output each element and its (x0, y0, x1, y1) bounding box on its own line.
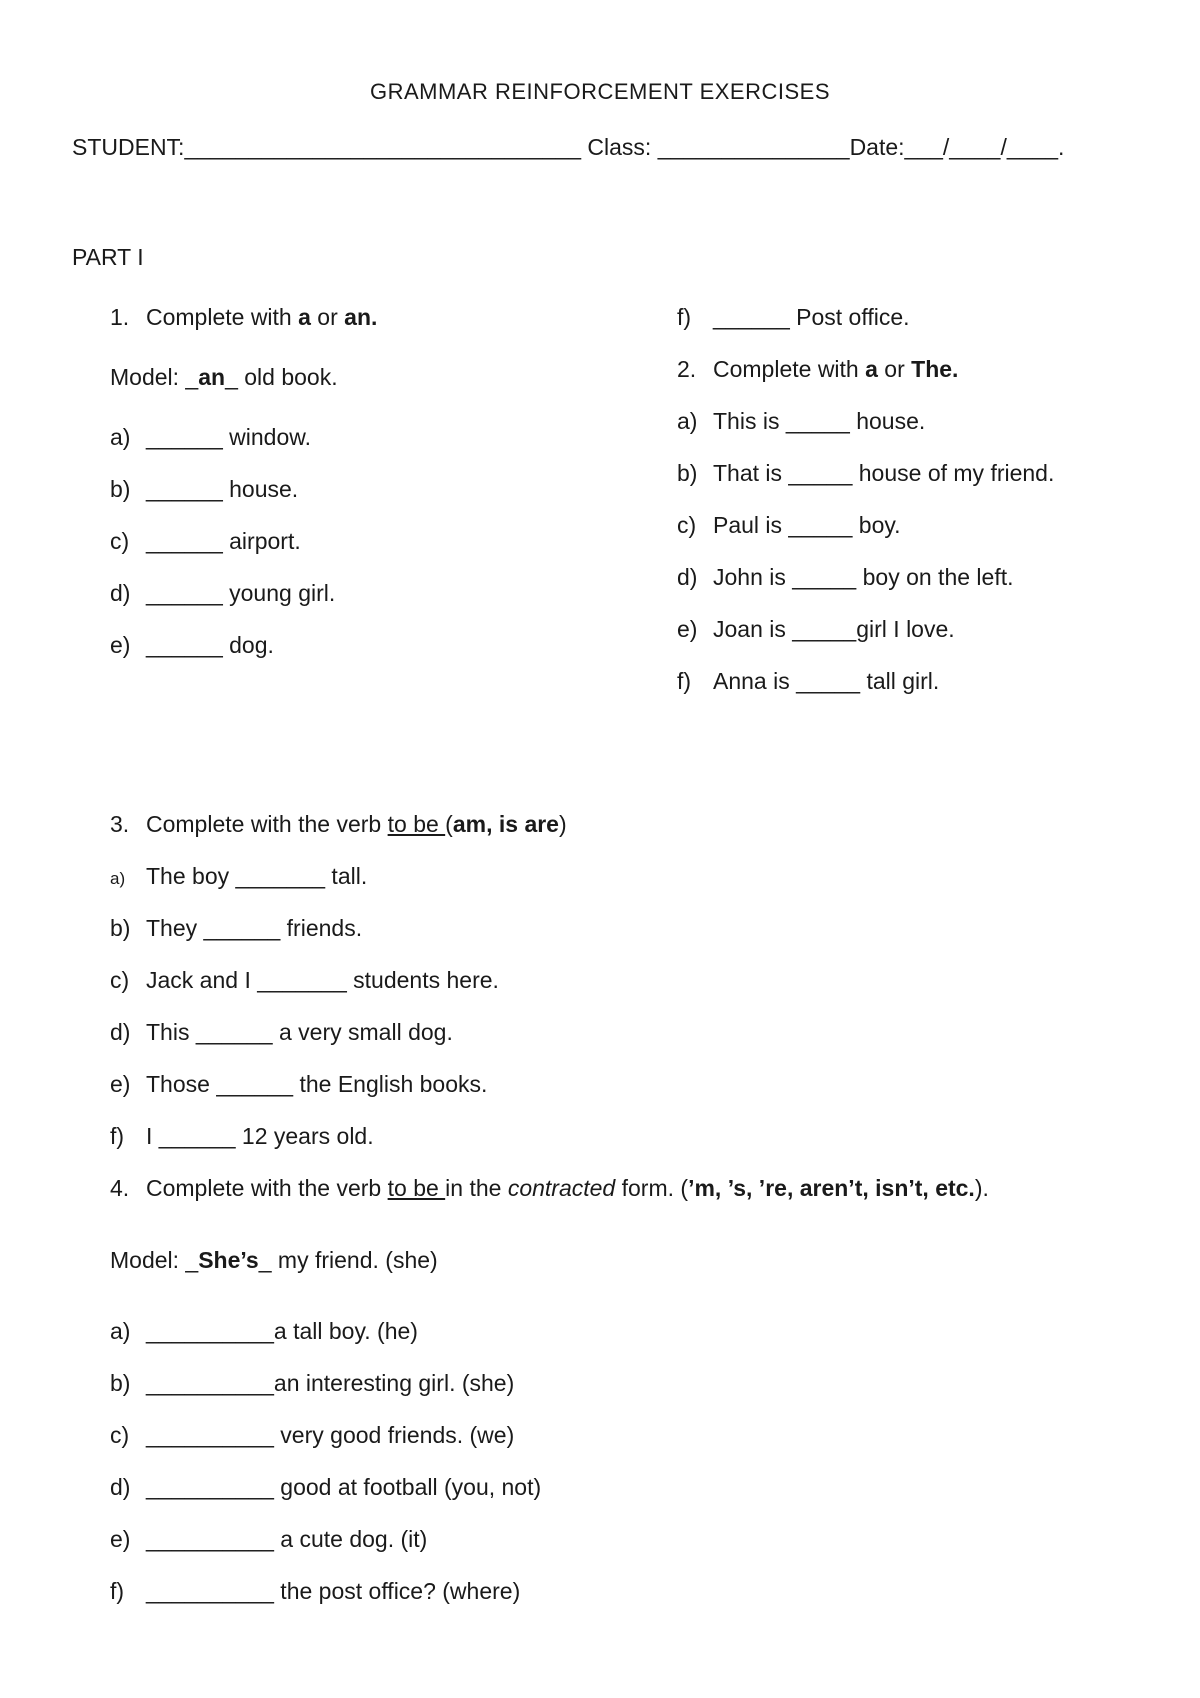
item-text[interactable]: ______ airport. (146, 528, 301, 554)
item-text[interactable]: __________an interesting girl. (she) (146, 1370, 515, 1396)
item-label: d) (110, 1474, 131, 1500)
item-label: e) (110, 1071, 131, 1097)
ex2-instr-or: or (877, 356, 912, 382)
item-label: b) (110, 915, 131, 941)
item-label: c) (110, 967, 130, 993)
item-text[interactable]: ______ house. (146, 476, 299, 502)
student-label: STUDENT: (72, 134, 185, 160)
ex1-item-a (110, 423, 311, 451)
ex4-model (110, 1246, 438, 1274)
item-text[interactable]: ______ dog. (146, 632, 274, 658)
ex4-instr-mid: in the (445, 1175, 508, 1201)
item-label: d) (110, 1019, 131, 1045)
student-blank[interactable]: _______________________________ (184, 134, 581, 160)
header-line (72, 133, 1064, 161)
ex3-item-f (110, 1122, 374, 1150)
ex1-item-b (110, 475, 298, 503)
ex4-item-c (110, 1421, 514, 1449)
item-text[interactable]: Joan is _____girl I love. (713, 616, 955, 642)
item-label: f) (677, 668, 692, 694)
item-text[interactable]: That is _____ house of my friend. (713, 460, 1055, 486)
ex1-model-prefix: Model: _ (110, 364, 199, 390)
item-label: f) (110, 1578, 125, 1604)
ex3-instr-underlined: to be (387, 811, 446, 837)
ex2-item-f (677, 667, 939, 695)
ex4-instr-italic: contracted (507, 1175, 616, 1201)
ex2-instr-text: Complete with (713, 356, 866, 382)
ex4-item-a (110, 1317, 418, 1345)
ex1-model-suffix: _ old book. (225, 364, 338, 390)
item-label: c) (677, 512, 697, 538)
ex2-item-b (677, 459, 1054, 487)
ex1-model-answer: an (198, 364, 226, 390)
item-label: b) (110, 1370, 131, 1396)
item-label: e) (110, 1526, 131, 1552)
ex2-item-d (677, 563, 1014, 591)
ex4-instruction (110, 1174, 989, 1202)
item-label: a) (110, 1318, 131, 1344)
item-text[interactable]: Paul is _____ boy. (713, 512, 901, 538)
class-label: Class: (587, 134, 658, 160)
ex2-number: 2. (677, 356, 697, 382)
ex4-instr-mid2: form. ( (615, 1175, 689, 1201)
date-label: Date: (849, 134, 905, 160)
ex3-instruction (110, 810, 567, 838)
item-text[interactable]: This is _____ house. (713, 408, 926, 434)
item-text[interactable]: __________ the post office? (where) (146, 1578, 521, 1604)
item-label: d) (677, 564, 698, 590)
ex1-model (110, 363, 338, 391)
ex4-model-suffix: _ my friend. (she) (258, 1247, 438, 1273)
ex1-instr-or: or (310, 304, 345, 330)
ex4-number: 4. (110, 1175, 130, 1201)
ex4-item-e (110, 1525, 427, 1553)
item-text[interactable]: John is _____ boy on the left. (713, 564, 1014, 590)
item-text[interactable]: Those ______ the English books. (146, 1071, 488, 1097)
ex1-item-d (110, 579, 335, 607)
ex4-item-f (110, 1577, 520, 1605)
date-blank[interactable]: ___/____/____. (904, 134, 1065, 160)
item-text[interactable]: __________a tall boy. (he) (146, 1318, 418, 1344)
ex3-item-a (110, 862, 367, 893)
ex2-item-a (677, 407, 925, 435)
ex3-instr-close: ) (558, 811, 567, 837)
ex2-item-e (677, 615, 955, 643)
item-label: a) (110, 424, 131, 450)
ex1-instruction (110, 303, 377, 331)
item-label: d) (110, 580, 131, 606)
ex3-item-d (110, 1018, 453, 1046)
item-text[interactable]: __________ very good friends. (we) (146, 1422, 515, 1448)
ex3-instr-paren: ( (445, 811, 453, 837)
item-label: a) (677, 408, 698, 434)
item-text[interactable]: ______ Post office. (713, 304, 910, 330)
item-text[interactable]: ______ young girl. (146, 580, 336, 606)
ex1-item-f (677, 303, 910, 331)
ex4-instr-close: ). (974, 1175, 989, 1201)
page-title: GRAMMAR REINFORCEMENT EXERCISES (369, 79, 831, 104)
item-text[interactable]: They ______ friends. (146, 915, 363, 941)
part-title: PART I (72, 244, 144, 270)
ex4-model-answer: She’s (198, 1247, 259, 1273)
item-label: e) (110, 632, 131, 658)
ex4-instr-bold: ’m, ’s, ’re, aren’t, isn’t, etc. (688, 1175, 975, 1201)
ex1-item-e (110, 631, 274, 659)
item-text[interactable]: I ______ 12 years old. (146, 1123, 374, 1149)
item-label: a) (110, 869, 126, 888)
item-label: b) (110, 476, 131, 502)
item-text[interactable]: __________ a cute dog. (it) (146, 1526, 428, 1552)
ex2-instr-a: a (865, 356, 878, 382)
ex4-instr-text: Complete with the verb (146, 1175, 388, 1201)
item-text[interactable]: ______ window. (146, 424, 311, 450)
ex1-instr-a: a (298, 304, 311, 330)
ex4-item-b (110, 1369, 514, 1397)
ex1-number: 1. (110, 304, 130, 330)
item-text[interactable]: __________ good at football (you, not) (146, 1474, 542, 1500)
ex3-instr-text: Complete with the verb (146, 811, 388, 837)
ex3-number: 3. (110, 811, 130, 837)
ex3-instr-bold: am, is are (452, 811, 559, 837)
class-blank[interactable]: _______________ (657, 134, 850, 160)
ex3-item-e (110, 1070, 487, 1098)
item-text[interactable]: Anna is _____ tall girl. (713, 668, 940, 694)
item-label: c) (110, 528, 130, 554)
ex2-instruction (677, 355, 958, 383)
ex4-instr-underlined: to be (387, 1175, 446, 1201)
item-label: c) (110, 1422, 130, 1448)
ex4-model-prefix: Model: _ (110, 1247, 199, 1273)
ex2-instr-the: The. (911, 356, 959, 382)
item-text[interactable]: Jack and I _______ students here. (146, 967, 499, 993)
ex1-item-c (110, 527, 301, 555)
ex3-item-c (110, 966, 499, 994)
ex2-item-c (677, 511, 901, 539)
ex1-instr-text: Complete with (146, 304, 299, 330)
item-text[interactable]: This ______ a very small dog. (146, 1019, 453, 1045)
item-text[interactable]: The boy _______ tall. (146, 863, 368, 889)
item-label: f) (677, 304, 692, 330)
ex4-item-d (110, 1473, 541, 1501)
item-label: f) (110, 1123, 125, 1149)
item-label: e) (677, 616, 698, 642)
ex1-instr-an: an. (344, 304, 378, 330)
item-label: b) (677, 460, 698, 486)
ex3-item-b (110, 914, 362, 942)
